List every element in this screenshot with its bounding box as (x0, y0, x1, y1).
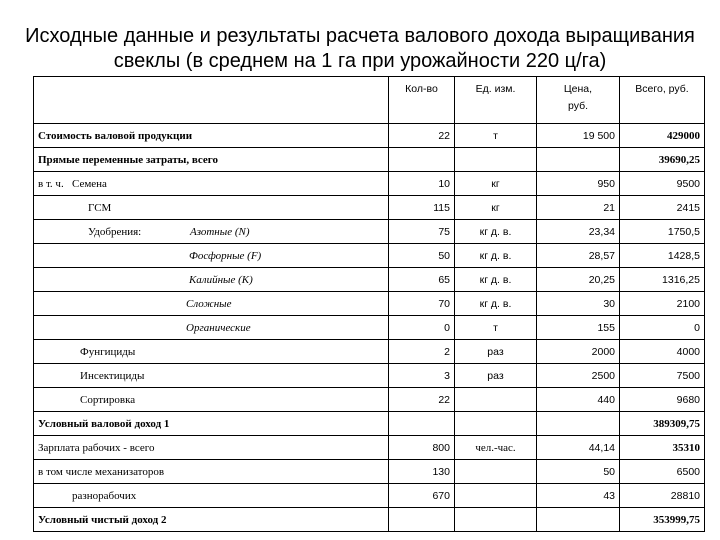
header-price-line-1: Цена, (563, 83, 593, 95)
row-price: 2000 (537, 340, 620, 364)
row-unit (455, 388, 537, 412)
row-qty (389, 412, 455, 436)
row-qty: 0 (389, 316, 455, 340)
row-total: 1316,25 (620, 268, 705, 292)
row-price (537, 148, 620, 172)
row-name: в том числе механизаторов (34, 460, 389, 484)
row-total: 1428,5 (620, 244, 705, 268)
table-row (34, 124, 705, 148)
page-title (20, 24, 700, 74)
row-name: Калийные (K) (34, 268, 389, 292)
row-unit: т (455, 316, 537, 340)
row-price: 19 500 (537, 124, 620, 148)
row-qty (389, 508, 455, 532)
row-qty: 3 (389, 364, 455, 388)
table-row (34, 196, 705, 220)
row-qty: 115 (389, 196, 455, 220)
row-total: 0 (620, 316, 705, 340)
row-unit (455, 508, 537, 532)
table-row (34, 508, 705, 532)
row-price: 2500 (537, 364, 620, 388)
row-unit: кг (455, 172, 537, 196)
table-row (34, 460, 705, 484)
row-price: 950 (537, 172, 620, 196)
row-total: 28810 (620, 484, 705, 508)
row-qty: 2 (389, 340, 455, 364)
table-row (34, 148, 705, 172)
row-qty: 65 (389, 268, 455, 292)
row-name: Условный чистый доход 2 (34, 508, 389, 532)
row-total: 429000 (620, 124, 705, 148)
row-qty: 22 (389, 124, 455, 148)
table-row (34, 172, 705, 196)
row-name: Азотные (N) (190, 225, 250, 238)
row-price: 50 (537, 460, 620, 484)
row-prefix: в т. ч. (38, 177, 64, 190)
row-qty: 75 (389, 220, 455, 244)
row-price (537, 508, 620, 532)
row-unit: кг (455, 196, 537, 220)
title-line-2: свеклы (в среднем на 1 га при урожайности 220 ц/га) (113, 50, 607, 72)
row-name: Зарплата рабочих - всего (34, 436, 389, 460)
row-name-cell (34, 220, 389, 244)
row-name: разнорабочих (34, 484, 389, 508)
row-qty: 22 (389, 388, 455, 412)
row-name: ГСМ (34, 196, 389, 220)
row-price: 28,57 (537, 244, 620, 268)
row-total: 39690,25 (620, 148, 705, 172)
row-unit (455, 484, 537, 508)
header-total: Всего, руб. (620, 77, 705, 124)
row-unit (455, 148, 537, 172)
table-row (34, 412, 705, 436)
table-row (34, 364, 705, 388)
row-name: Стоимость валовой продукции (34, 124, 389, 148)
table-row (34, 220, 705, 244)
row-name: Прямые переменные затраты, всего (34, 148, 389, 172)
row-qty: 800 (389, 436, 455, 460)
table-row (34, 292, 705, 316)
table-row (34, 268, 705, 292)
row-total: 9500 (620, 172, 705, 196)
table-row (34, 316, 705, 340)
title-line-1: Исходные данные и результаты расчета валового дохода выращивания (25, 25, 695, 47)
row-unit: т (455, 124, 537, 148)
row-total: 7500 (620, 364, 705, 388)
row-unit: раз (455, 340, 537, 364)
row-price: 20,25 (537, 268, 620, 292)
table-header-row (34, 77, 705, 124)
row-price: 30 (537, 292, 620, 316)
table-row (34, 388, 705, 412)
header-price-line-2: руб. (567, 100, 589, 112)
row-unit (455, 460, 537, 484)
row-unit: раз (455, 364, 537, 388)
table-row (34, 484, 705, 508)
row-unit: кг д. в. (455, 244, 537, 268)
row-unit (455, 412, 537, 436)
row-name: Сложные (34, 292, 389, 316)
row-name: Условный валовой доход 1 (34, 412, 389, 436)
row-unit: кг д. в. (455, 268, 537, 292)
row-total: 2100 (620, 292, 705, 316)
row-price: 21 (537, 196, 620, 220)
row-qty: 130 (389, 460, 455, 484)
row-name: Органические (34, 316, 389, 340)
row-total: 9680 (620, 388, 705, 412)
row-total: 353999,75 (620, 508, 705, 532)
row-prefix: Удобрения: (88, 225, 142, 238)
row-qty: 10 (389, 172, 455, 196)
row-qty: 70 (389, 292, 455, 316)
row-name: Семена (71, 177, 107, 190)
row-unit: кг д. в. (455, 220, 537, 244)
row-total: 389309,75 (620, 412, 705, 436)
header-name (34, 77, 389, 124)
row-name: Фосфорные (F) (34, 244, 389, 268)
row-price: 44,14 (537, 436, 620, 460)
row-price (537, 412, 620, 436)
header-unit: Ед. изм. (455, 77, 537, 124)
row-name: Сортировка (34, 388, 389, 412)
row-name: Инсектициды (34, 364, 389, 388)
row-unit: кг д. в. (455, 292, 537, 316)
row-qty: 670 (389, 484, 455, 508)
row-name-cell (34, 172, 389, 196)
row-qty: 50 (389, 244, 455, 268)
row-name: Фунгициды (34, 340, 389, 364)
row-qty (389, 148, 455, 172)
row-total: 6500 (620, 460, 705, 484)
calculation-table (33, 76, 705, 532)
row-price: 43 (537, 484, 620, 508)
row-total: 1750,5 (620, 220, 705, 244)
table-row (34, 244, 705, 268)
row-price: 440 (537, 388, 620, 412)
header-qty: Кол-во (389, 77, 455, 124)
row-total: 35310 (620, 436, 705, 460)
row-price: 155 (537, 316, 620, 340)
row-unit: чел.-час. (455, 436, 537, 460)
header-price (537, 77, 620, 124)
row-price: 23,34 (537, 220, 620, 244)
table-row (34, 436, 705, 460)
row-total: 4000 (620, 340, 705, 364)
table-row (34, 340, 705, 364)
row-total: 2415 (620, 196, 705, 220)
